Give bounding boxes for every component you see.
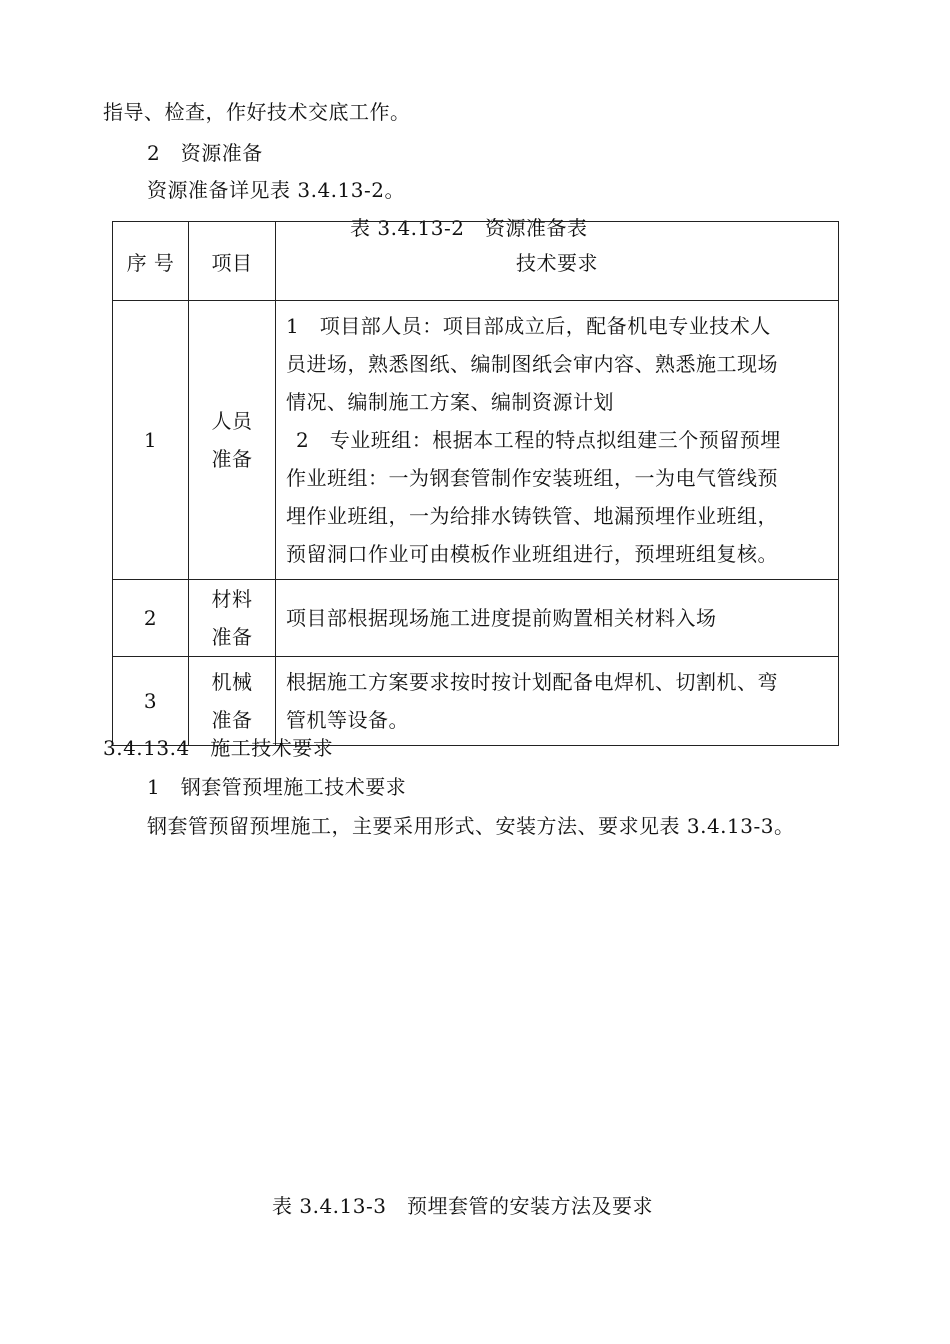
row-item-line: 准备 bbox=[211, 447, 253, 471]
requirement-line: 项目部根据现场施工进度提前购置相关材料入场 bbox=[286, 606, 717, 630]
requirement-line: 1 项目部人员：项目部成立后，配备机电专业技术人 bbox=[286, 314, 771, 338]
requirement-line: 管机等设备。 bbox=[286, 708, 409, 732]
table-row bbox=[113, 580, 839, 657]
requirement-line: 2 专业班组：根据本工程的特点拟组建三个预留预埋 bbox=[296, 428, 781, 452]
requirement-line: 预留洞口作业可由模板作业班组进行，预埋班组复核。 bbox=[286, 542, 778, 566]
requirement-line: 埋作业班组，一为给排水铸铁管、地漏预埋作业班组， bbox=[286, 504, 778, 528]
resource-prep-paragraph: 资源准备详见表 3.4.13-2。 bbox=[147, 178, 405, 202]
row-index: 3 bbox=[113, 657, 189, 746]
section-heading-resource-prep: 2 资源准备 bbox=[147, 141, 263, 165]
row-item-line: 机械 bbox=[211, 670, 253, 694]
row-item bbox=[189, 301, 276, 580]
resource-table bbox=[112, 221, 839, 746]
header-index: 序 号 bbox=[113, 222, 189, 301]
intro-line: 指导、检查，作好技术交底工作。 bbox=[103, 100, 411, 124]
row-item-line: 人员 bbox=[211, 409, 253, 433]
table-row bbox=[113, 301, 839, 580]
row-requirements bbox=[276, 301, 839, 580]
section-heading-construction-tech: 3.4.13.4 施工技术要求 bbox=[103, 736, 334, 760]
header-item: 项目 bbox=[189, 222, 276, 301]
requirement-line: 情况、编制施工方案、编制资源计划 bbox=[286, 390, 614, 414]
row-item-line: 材料 bbox=[211, 587, 253, 611]
requirement-line: 根据施工方案要求按时按计划配备电焊机、切割机、弯 bbox=[286, 670, 778, 694]
requirement-line: 作业班组：一为钢套管制作安装班组，一为电气管线预 bbox=[286, 466, 778, 490]
row-item-line: 准备 bbox=[211, 708, 253, 732]
row-index: 2 bbox=[113, 580, 189, 657]
requirement-line: 员进场，熟悉图纸、编制图纸会审内容、熟悉施工现场 bbox=[286, 352, 778, 376]
next-table-caption: 表 3.4.13-3 预埋套管的安装方法及要求 bbox=[272, 1194, 653, 1218]
row-requirements bbox=[276, 580, 839, 657]
table-header-row bbox=[113, 222, 839, 301]
steel-sleeve-paragraph: 钢套管预留预埋施工，主要采用形式、安装方法、要求见表 3.4.13-3。 bbox=[147, 814, 795, 838]
table-caption: 表 3.4.13-2 资源准备表 bbox=[350, 216, 588, 240]
row-item bbox=[189, 580, 276, 657]
row-item-line: 准备 bbox=[211, 625, 253, 649]
subsection-heading-steel-sleeve: 1 钢套管预埋施工技术要求 bbox=[147, 775, 407, 799]
row-index: 1 bbox=[113, 301, 189, 580]
row-item bbox=[189, 657, 276, 746]
row-requirements bbox=[276, 657, 839, 746]
header-requirements: 技术要求 bbox=[276, 222, 839, 301]
table-row bbox=[113, 657, 839, 746]
